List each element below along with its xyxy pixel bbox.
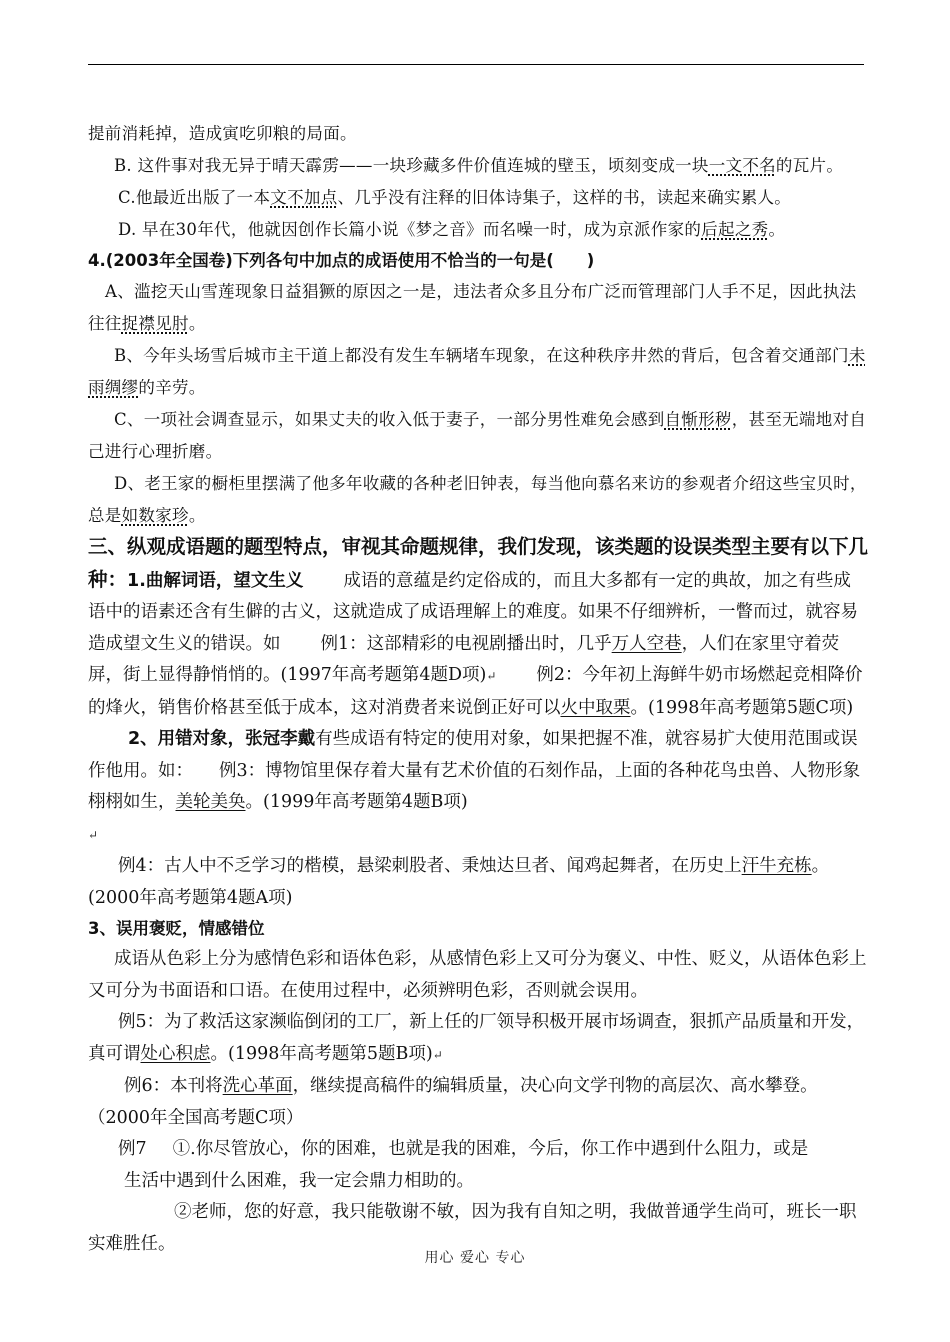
idiom-dotted: 文不加点 — [270, 188, 338, 207]
text: 例6：本刊将 — [124, 1076, 223, 1096]
example-7-label: 例7 — [118, 1139, 147, 1159]
example-7-item-2: ②老师，您的好意，我只能敬谢不敏，因为我有自知之明，我做普通学生尚可，班长一职实难胜任。 — [88, 1202, 857, 1254]
text: 。(1998年高考题第5题B项) — [210, 1043, 433, 1064]
example-1: 例1：这部精彩的电视剧播出时，几乎 — [320, 633, 612, 654]
idiom-dotted: 未雨绸缪 — [88, 346, 866, 397]
text: 例5：为了救活这家濒临倒闭的工厂，新上任的厂领导积极开展市场调查，狠抓产品质量和开发，真可谓 — [88, 1012, 865, 1064]
q4-option-c — [88, 404, 868, 468]
text: C.他最近出版了一本 — [118, 188, 271, 207]
example-5 — [88, 1007, 868, 1071]
page-footer: 用心 爱心 专心 — [424, 1250, 526, 1266]
option-b — [88, 150, 868, 182]
option-c — [88, 182, 868, 214]
example-4 — [88, 851, 868, 914]
text: 。 — [188, 506, 206, 525]
q4-option-a — [88, 276, 868, 340]
idiom-underlined: 汗牛充栋 — [741, 856, 812, 876]
text: A、滥挖天山雪莲现象日益猖獗的原因之一是，违法者众多且分布广泛而管理部门人手不足，因此执法往往 — [88, 282, 857, 333]
text: D、老王家的橱柜里摆满了他多年收藏的各种老旧钟表，每当他向慕名来访的参观者介绍这些宝贝时，总是 — [88, 474, 867, 525]
idiom-underlined: 火中取栗 — [560, 697, 631, 718]
text: ，甚至无端地对自己进行心理折磨。 — [88, 410, 867, 461]
text: 的辛劳。 — [138, 378, 206, 397]
text: 有些成语有特定的使用对象，如果把握不准，就容易扩大使用范围或误作他用。如： — [88, 729, 858, 781]
text: B、今年头场雪后城市主干道上都没有发生车辆堵车现象，在这种秩序井然的背后，包含着交通部门 — [114, 346, 849, 365]
text: D. 早在30年代，他就因创作长篇小说《梦之音》而名噪一时，成为京派作家的 — [118, 220, 702, 239]
idiom-underlined: 万人空巷 — [611, 633, 682, 654]
subheading-1: 1.曲解词语，望文生义 — [127, 570, 304, 591]
subheading-2: 2、用错对象，张冠李戴 — [128, 729, 316, 749]
text: ，人们在家里守着荧屏，街上显得静悄悄的。(1997年高考题第4题D项) — [88, 633, 840, 685]
option-a-continuation — [88, 118, 868, 150]
text: C、一项社会调查显示，如果丈夫的收入低于妻子，一部分男性难免会感到 — [114, 410, 665, 429]
text: ，继续提高稿件的编辑质量，决心向文学刊物的高层次、高水攀登。（2000年全国高考题C项） — [88, 1076, 818, 1128]
section-3-intro — [88, 532, 868, 851]
idiom-underlined: 美轮美奂 — [175, 792, 246, 812]
example-7-line-2: 生活中遇到什么困难，我一定会鼎力相助的。 — [124, 1170, 474, 1191]
text: 例4：古人中不乏学习的楷模，悬梁刺股者、秉烛达旦者、闻鸡起舞者，在历史上 — [118, 856, 742, 876]
example-6 — [88, 1071, 868, 1134]
idiom-dotted: 捉襟见肘 — [121, 314, 189, 333]
text: ①.你尽管放心，你的困难，也就是我的困难，今后，你工作中遇到什么阻力，或是 — [172, 1139, 809, 1159]
text: 。 — [768, 220, 786, 239]
text: 。(2000年高考题第4题A项) — [88, 856, 830, 908]
text: 、几乎没有注释的旧体诗集子，这样的书，读起来确实累人。 — [337, 188, 792, 207]
text: 。(1999年高考题第4题B项) — [245, 792, 468, 812]
option-d — [88, 214, 868, 246]
document-body — [88, 118, 868, 1260]
text: 。 — [188, 314, 206, 333]
idiom-underlined: 处心积虑 — [140, 1043, 211, 1064]
text: 成语的意蕴是约定俗成的，而且大多都有一定的典故，加之有些成语中的语素还含有生僻的古义，这就造成了成语理解上的难度。如果不仔细辨析，一瞥而过，就容易造成望文生义的错误。如 — [88, 570, 858, 654]
header-rule — [88, 64, 864, 65]
subheading-3: 3、误用褒贬，情感错位 — [88, 919, 265, 938]
paragraph-mark: ↵ — [486, 669, 497, 683]
idiom-dotted: 如数家珍 — [121, 506, 189, 525]
paragraph-3: 成语从色彩上分为感情色彩和语体色彩，从感情色彩上又可分为褒义、中性、贬义，从语体色彩上又可分为书面语和口语。在使用过程中，必须辨明色彩，否则就会误用。 — [88, 949, 867, 1001]
q4-option-b — [88, 340, 868, 404]
example-7-line-1 — [88, 1134, 868, 1166]
idiom-dotted: 一文不名 — [708, 156, 776, 175]
example-2: 例2：今年初上海鲜牛奶市场燃起竞相降价的烽火，销售价格甚至低于成本，这对消费者来说倒正好可以 — [88, 665, 863, 718]
q4-option-d — [88, 468, 868, 532]
paragraph-mark: ↵ — [88, 827, 99, 842]
idiom-underlined: 洗心革面 — [222, 1076, 293, 1096]
text: 。(1998年高考题第5题C项) — [630, 697, 854, 718]
section-3-heading: 三、纵观成语题的题型特点，审视其命题规律，我们发现，该类题的设误类型主要有以下几种： — [88, 535, 869, 591]
question-4-title: 4.(2003年全国卷)下列各句中加点的成语使用不恰当的一句是( ) — [88, 251, 595, 270]
text: 提前消耗掉，造成寅吃卯粮的局面。 — [88, 124, 357, 143]
text: 的瓦片。 — [775, 156, 844, 175]
example-3: 例3：博物馆里保存着大量有艺术价值的石刻作品，上面的各种花鸟虫兽、人物形象栩栩如生， — [88, 760, 861, 812]
paragraph-mark: ↵ — [432, 1047, 443, 1062]
idiom-dotted: 自惭形秽 — [664, 410, 732, 429]
text: B. 这件事对我无异于晴天霹雳——一块珍藏多件价值连城的壁玉，顷刻变成一块 — [114, 156, 709, 175]
idiom-dotted: 后起之秀 — [701, 220, 769, 239]
